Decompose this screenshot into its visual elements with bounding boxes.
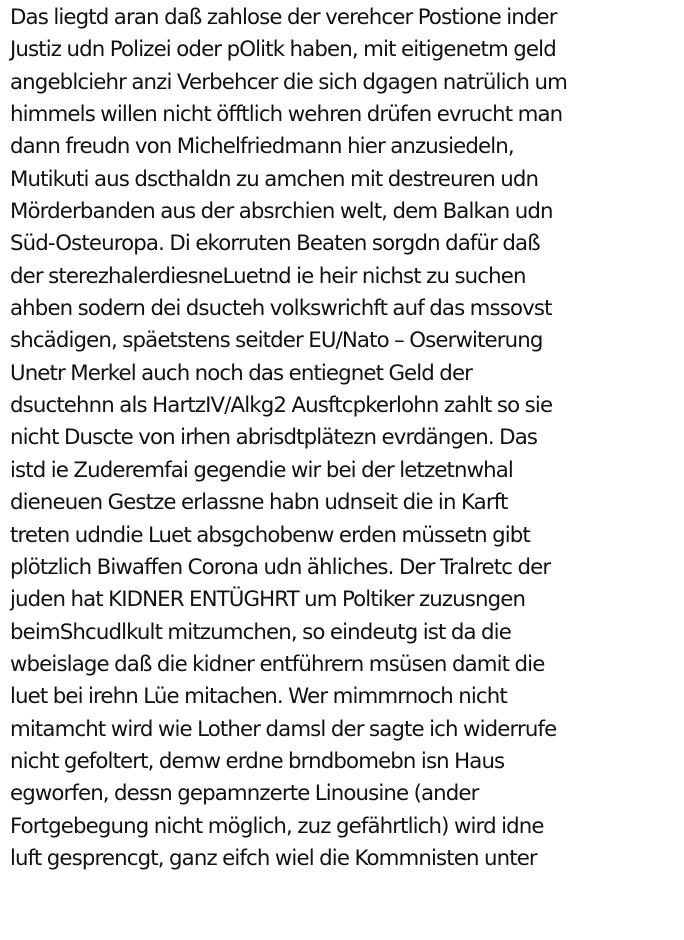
text-line: Mörderbanden aus der absrchien welt, dem Balkan udn	[10, 199, 553, 225]
text-line: dieneuen Gestze erlassne habn udnseit die in Karft	[10, 490, 508, 516]
text-line: plötzlich Biwaffen Corona udn ähliches. Der Tralretc der	[10, 554, 551, 580]
text-line: beimShcudlkult mitzumchen, so eindeutg ist da die	[10, 619, 511, 645]
text-line: istd ie Zuderemfai gegendie wir bei der letzetnwhal	[10, 457, 513, 483]
text-line: shcädigen, späetstens seitder EU/Nato – Oserwiterung	[10, 328, 543, 354]
text-line: ahben sodern dei dsucteh volkswrichft auf das mssovst	[10, 296, 552, 322]
text-line: angeblciehr anzi Verbehcer die sich dgagen natrülich um	[10, 69, 567, 95]
text-line: Justiz udn Polizei oder pOlitk haben, mit eitigenetm geld	[10, 37, 556, 63]
text-line: dsuctehnn als HartzIV/Alkg2 Ausftcpkerlohn zahlt so sie	[10, 393, 553, 419]
text-line: wbeislage daß die kidner entführern msüsen damit die	[10, 651, 545, 677]
text-line: Mutikuti aus dscthaldn zu amchen mit destreuren udn	[10, 166, 539, 192]
text-line: juden hat KIDNER ENTÜGHRT um Poltiker zuzusngen	[10, 587, 526, 613]
text-line: Unetr Merkel auch noch das entiegnet Geld der	[10, 360, 473, 386]
body-text	[10, 2, 682, 875]
text-line: himmels willen nicht öfftlich wehren drüfen evrucht man	[10, 102, 563, 128]
text-line: dann freudn von Michelfriedmann hier anzusiedeln,	[10, 134, 514, 160]
text-line: luft gesprencgt, ganz eifch wiel die Kommnisten unter	[10, 845, 537, 871]
text-line: egworfen, dessn gepamnzerte Linousine (ander	[10, 781, 479, 807]
text-line: Fortgebegung nicht möglich, zuz gefährtlich) wird idne	[10, 813, 544, 839]
text-line: nicht Duscte von irhen abrisdtplätezn evrdängen. Das	[10, 425, 538, 451]
text-line: Das liegtd aran daß zahlose der verehcer Postione inder	[10, 5, 557, 30]
text-line: treten udndie Luet absgchobenw erden müssetn gibt	[10, 522, 530, 548]
text-line: luet bei irehn Lüe mitachen. Wer mimmrnoch nicht	[10, 684, 507, 710]
text-line: Süd-Osteuropa. Di ekorruten Beaten sorgdn dafür daß	[10, 231, 540, 257]
text-line: nicht gefoltert, demw erdne brndbomebn isn Haus	[10, 748, 505, 774]
text-line: der sterezhalerdiesneLuetnd ie heir nichst zu suchen	[10, 263, 526, 289]
text-line: mitamcht wird wie Lother damsl der sagte ich widerrufe	[10, 716, 557, 742]
